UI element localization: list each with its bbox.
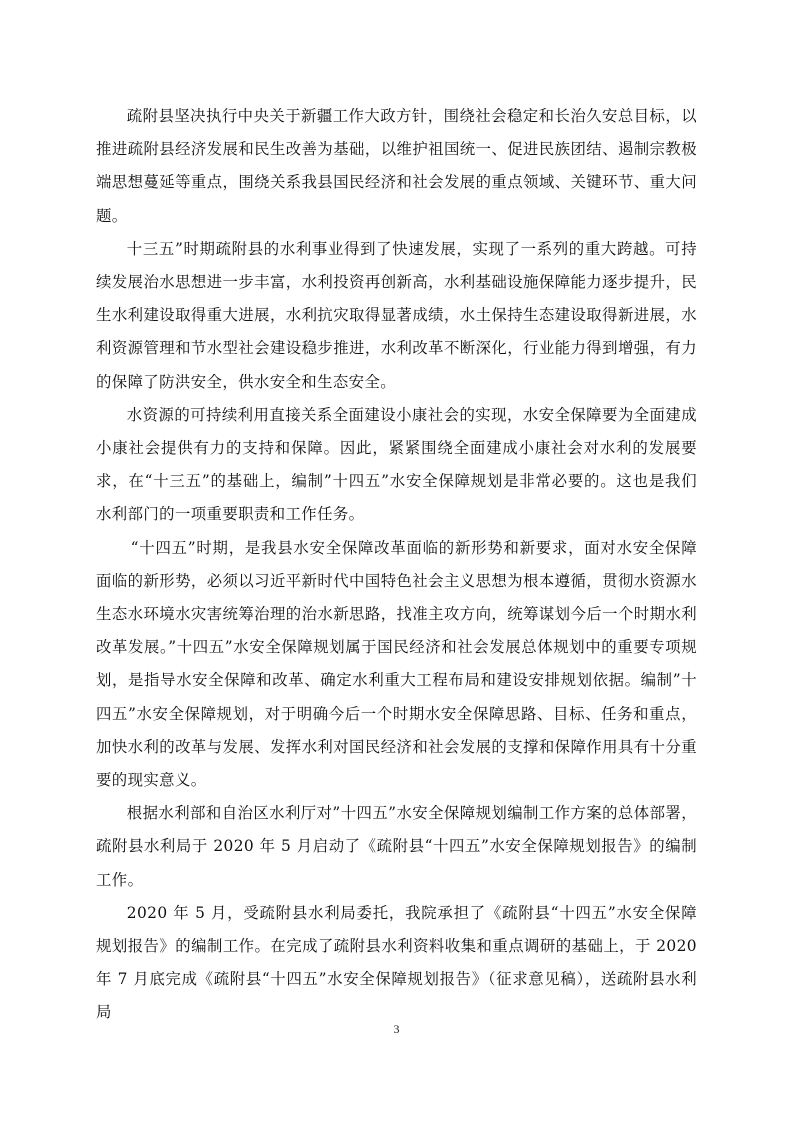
paragraph-1: 疏附县坚决执行中央关于新疆工作大政方针，围绕社会稳定和长治久安总目标，以推进疏附县经济发展和民生改善为基础，以维护祖国统一、促进民族团结、遏制宗教极端思想蔓延等重点，围绕关系我县国民经济和社会发展的重点领域、关键环节、重大问题。	[96, 107, 697, 225]
paragraph-2: 十三五”时期疏附县的水利事业得到了快速发展，实现了一系列的重大跨越。可持续发展治水思想进一步丰富，水利投资再创新高，水利基础设施保障能力逐步提升，民生水利建设取得重大进展，水利抗灾取得显著成绩，水土保持生态建设取得新进展，水利资源管理和节水型社会建设稳步推进，水利改革不断深化，行业能力得到增强，有力的保障了防洪安全，供水安全和生态安全。	[96, 239, 697, 391]
paragraph-6: 2020 年 5 月，受疏附县水利局委托，我院承担了《疏附县“十四五”水安全保障规划报告》的编制工作。在完成了疏附县水利资料收集和重点调研的基础上，于 2020 年 7 月底完成《疏附县“十四五”水安全保障规划报告》（征求意见稿），送疏附县水利局	[96, 903, 697, 1022]
body-text	[96, 100, 697, 1030]
page-number: 3	[393, 1022, 400, 1036]
paragraph-4: “十四五”时期，是我县水安全保障改革面临的新形势和新要求，面对水安全保障面临的新形势，必须以习近平新时代中国特色社会主义思想为根本遵循，贯彻水资源水生态水环境水灾害统筹治理的治水新思路，找准主攻方向，统筹谋划今后一个时期水利改革发展。”十四五”水安全保障规划属于国民经济和社会发展总体规划中的重要专项规划，是指导水安全保障和改革、确定水利重大工程布局和建设安排规划依据。编制”十四五”水安全保障规划，对于明确今后一个时期水安全保障思路、目标、任务和重点，加快水利的改革与发展、发挥水利对国民经济和社会发展的支撑和保障作用具有十分重要的现实意义。	[96, 538, 697, 790]
paragraph-3: 水资源的可持续利用直接关系全面建设小康社会的实现，水安全保障要为全面建成小康社会提供有力的支持和保障。因此，紧紧围绕全面建成小康社会对水利的发展要求，在“十三五”的基础上，编制”十四五”水安全保障规划是非常必要的。这也是我们水利部门的一项重要职责和工作任务。	[96, 405, 697, 524]
paragraph-5: 根据水利部和自治区水利厅对”十四五”水安全保障规划编制工作方案的总体部署，疏附县水利局于 2020 年 5 月启动了《疏附县“十四五”水安全保障规划报告》的编制工作。	[96, 804, 697, 889]
